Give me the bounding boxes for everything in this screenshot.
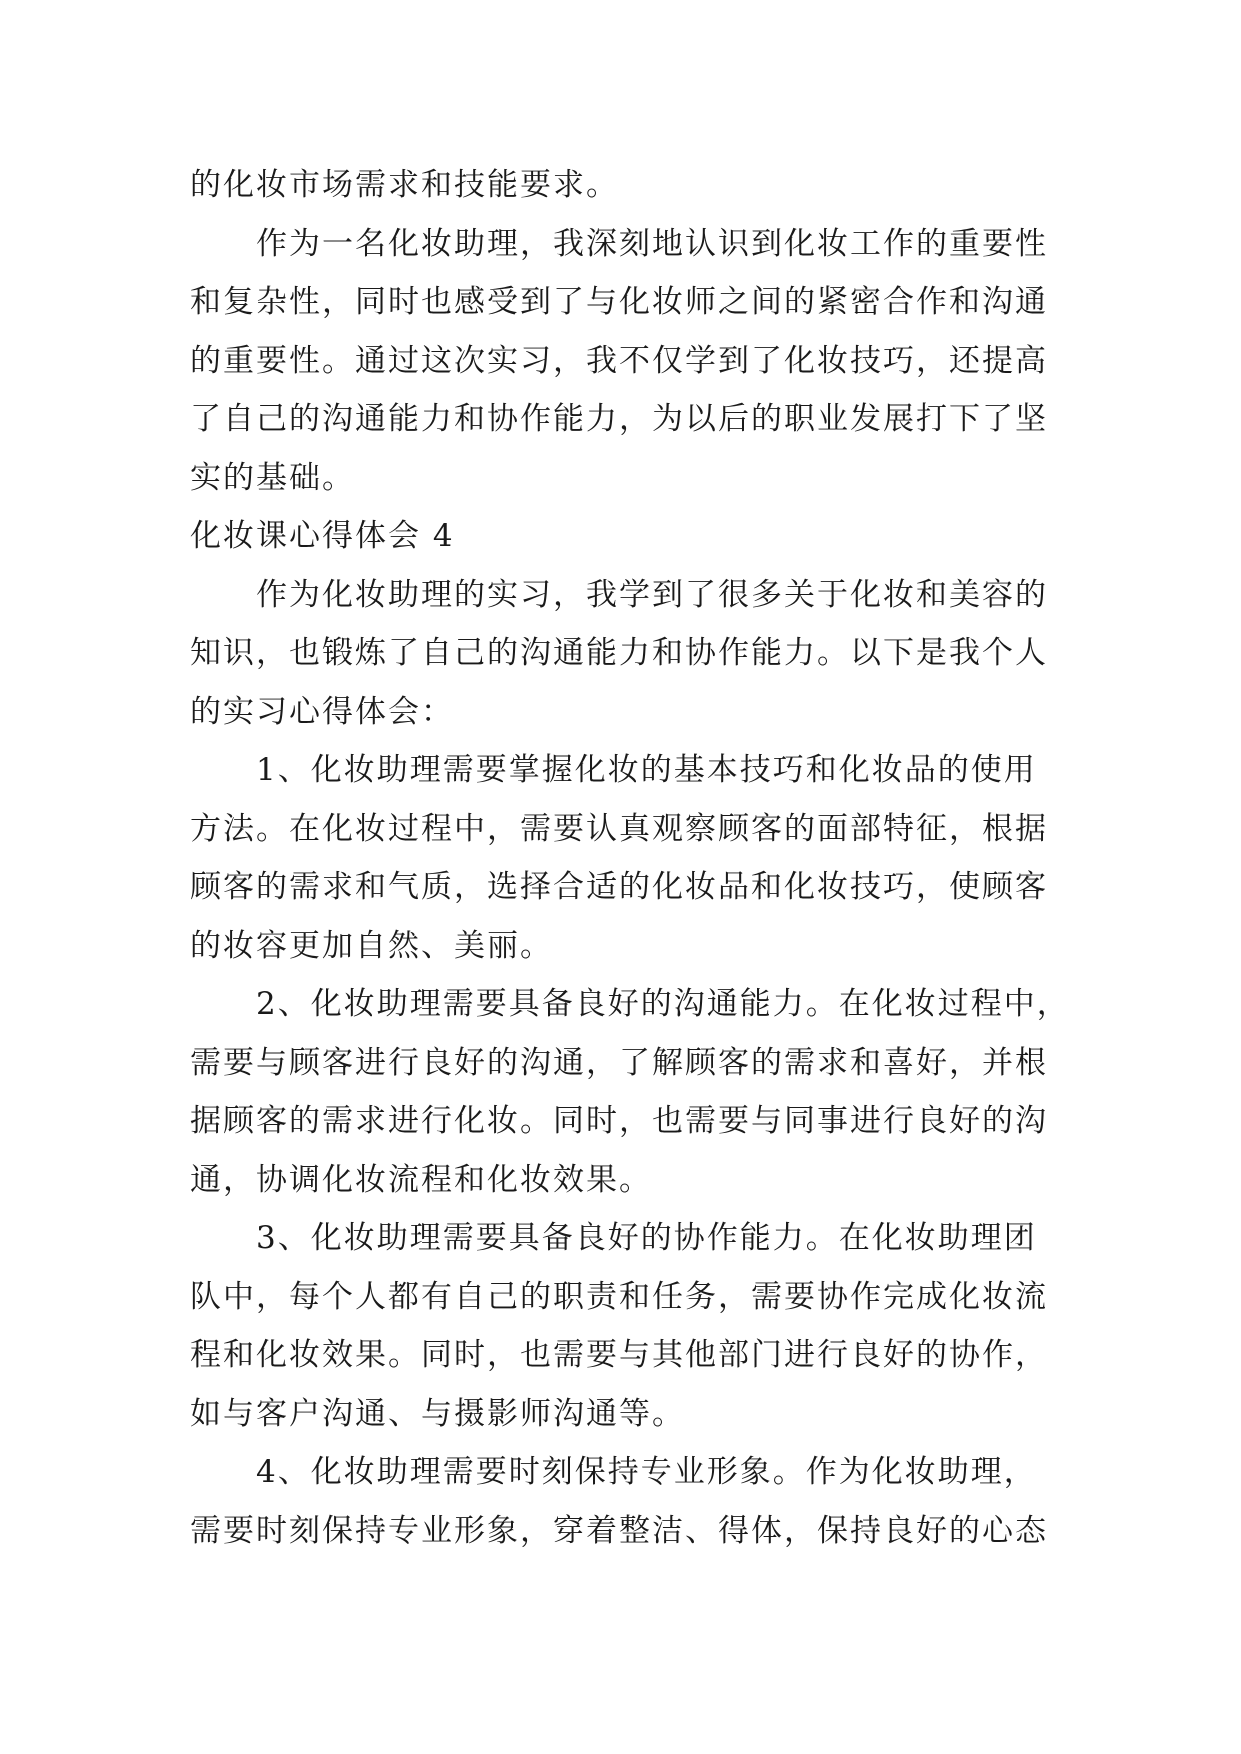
text-line: 了自己的沟通能力和协作能力，为以后的职业发展打下了坚	[190, 401, 1048, 437]
text-line: 顾客的需求和气质，选择合适的化妆品和化妆技巧，使顾客	[190, 869, 1048, 905]
text-line: 需要与顾客进行良好的沟通，了解顾客的需求和喜好，并根	[190, 1044, 1048, 1081]
text-line: 据顾客的需求进行化妆。同时，也需要与同事进行良好的沟	[190, 1103, 1048, 1139]
list-item-2-start: 2、化妆助理需要具备良好的沟通能力。在化妆过程中，	[256, 986, 1070, 1022]
text-line: 需要时刻保持专业形象，穿着整洁、得体，保持良好的心态	[190, 1512, 1048, 1549]
list-item-3-start: 3、化妆助理需要具备良好的协作能力。在化妆助理团	[256, 1220, 1037, 1256]
list-item-1-start: 1、化妆助理需要掌握化妆的基本技巧和化妆品的使用	[256, 752, 1037, 788]
document-body	[190, 156, 1070, 1560]
text-line: 和复杂性，同时也感受到了与化妆师之间的紧密合作和沟通	[190, 284, 1048, 320]
paragraph-start-line: 作为化妆助理的实习，我学到了很多关于化妆和美容的	[256, 576, 1048, 613]
text-line: 队中，每个人都有自己的职责和任务，需要协作完成化妆流	[190, 1278, 1048, 1315]
text-line: 如与客户沟通、与摄影师沟通等。	[190, 1395, 685, 1432]
text-line: 的化妆市场需求和技能要求。	[190, 167, 619, 203]
text-line: 方法。在化妆过程中，需要认真观察顾客的面部特征，根据	[190, 810, 1048, 847]
text-line: 实的基础。	[190, 459, 355, 496]
text-line: 的重要性。通过这次实习，我不仅学到了化妆技巧，还提高	[190, 342, 1048, 379]
text-line: 通，协调化妆流程和化妆效果。	[190, 1161, 652, 1198]
text-line: 知识，也锻炼了自己的沟通能力和协作能力。以下是我个人	[190, 635, 1048, 671]
paragraph-start-line: 作为一名化妆助理，我深刻地认识到化妆工作的重要性	[256, 225, 1048, 262]
text-line: 程和化妆效果。同时，也需要与其他部门进行良好的协作，	[190, 1337, 1048, 1373]
text-line: 的妆容更加自然、美丽。	[190, 927, 553, 964]
list-item-4-start: 4、化妆助理需要时刻保持专业形象。作为化妆助理，	[256, 1454, 1037, 1490]
text-line: 的实习心得体会：	[190, 693, 454, 730]
section-heading: 化妆课心得体会 4	[190, 518, 455, 554]
